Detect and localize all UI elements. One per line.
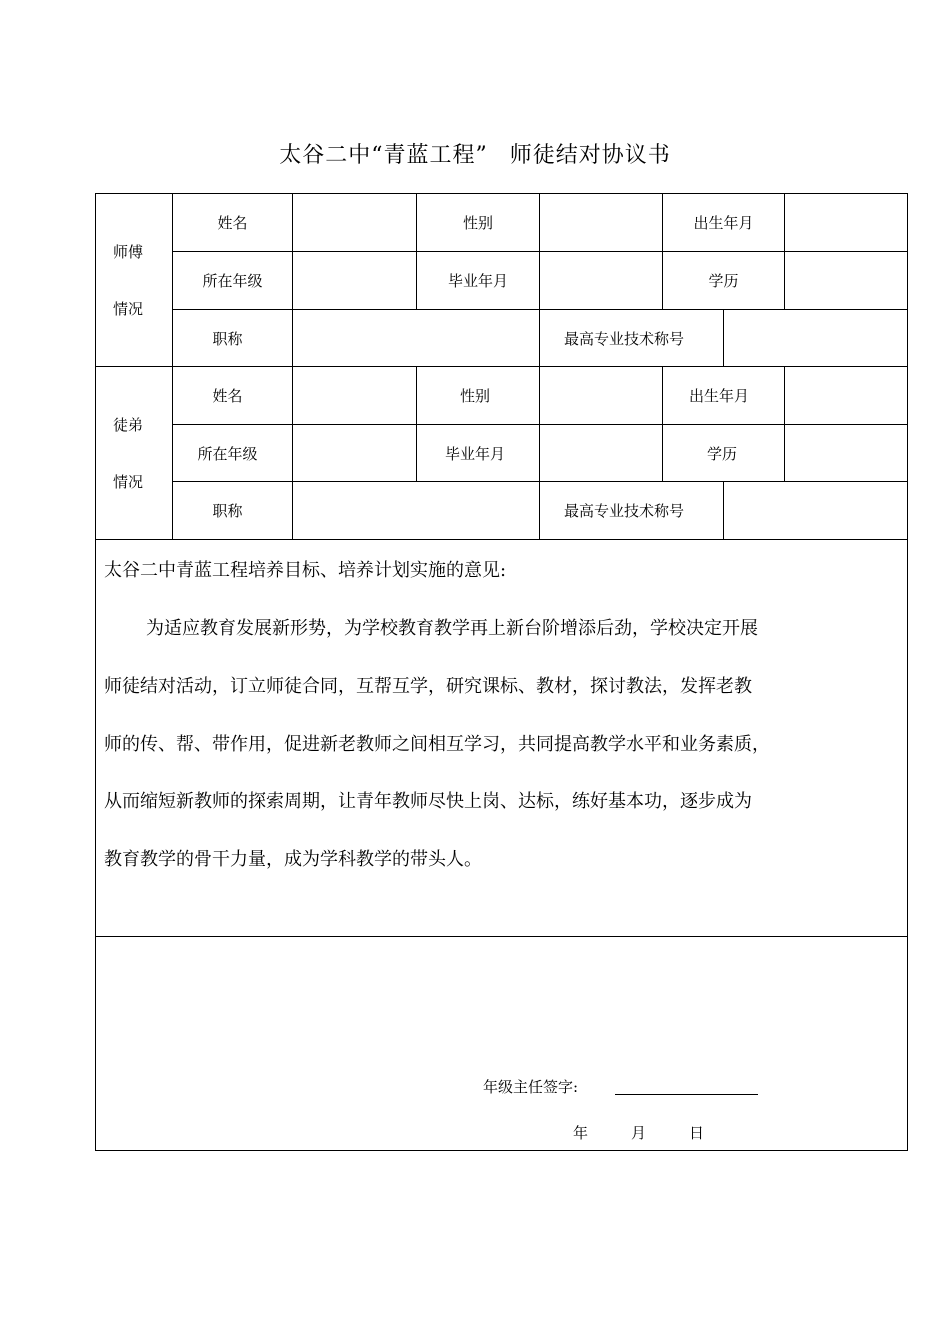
apprentice-highest-title-field[interactable]: [724, 482, 907, 539]
mentor-name-field[interactable]: [293, 194, 416, 251]
signature-line[interactable]: [615, 1094, 758, 1095]
mentor-title-label: 职称: [212, 329, 243, 348]
apprentice-highest-title-label: 最高专业技术称号: [563, 502, 684, 520]
apprentice-section-label-1: 徒弟: [112, 416, 143, 434]
mentor-graduation-field[interactable]: [540, 252, 662, 309]
mentor-section-label-2: 情况: [112, 300, 143, 318]
opinion-line: 师徒结对活动，订立师徒合同，互帮互学，研究课标、教材，探讨教法，发挥老教: [104, 676, 752, 697]
document-title: [0, 138, 950, 169]
apprentice-grade-label: 所在年级: [197, 444, 258, 463]
date-month-label: 月: [631, 1124, 647, 1142]
mentor-education-label: 学历: [708, 272, 739, 290]
title-part-1: 太谷二中“青蓝工程”: [279, 143, 488, 168]
mentor-graduation-label: 毕业年月: [447, 272, 508, 290]
mentor-name-label: 姓名: [217, 214, 248, 232]
apprentice-birth-label: 出生年月: [688, 387, 749, 405]
apprentice-birth-field[interactable]: [785, 367, 907, 424]
apprentice-grade-field[interactable]: [293, 425, 416, 481]
apprentice-gender-label: 性别: [459, 387, 490, 405]
apprentice-name-field[interactable]: [293, 367, 416, 424]
table-border-left: [95, 193, 96, 1151]
apprentice-gender-field[interactable]: [540, 367, 662, 424]
mentor-section-label-1: 师傅: [112, 243, 143, 261]
opinion-line: 教育教学的骨干力量，成为学科教学的带头人。: [104, 849, 482, 870]
signature-label: 年级主任签字:: [483, 1078, 579, 1096]
apprentice-title-label: 职称: [212, 502, 243, 520]
table-border-right: [907, 193, 908, 1151]
mentor-gender-label: 性别: [462, 214, 493, 232]
mentor-grade-label: 所在年级: [202, 272, 263, 290]
table-border-bottom: [95, 1150, 908, 1151]
opinion-heading: 太谷二中青蓝工程培养目标、培养计划实施的意见:: [104, 560, 507, 581]
section-divider: [95, 539, 908, 540]
mentor-title-field[interactable]: [293, 310, 539, 366]
mentor-gender-field[interactable]: [540, 194, 662, 251]
apprentice-education-field[interactable]: [785, 425, 907, 481]
apprentice-graduation-field[interactable]: [540, 425, 662, 481]
mentor-birth-field[interactable]: [785, 194, 907, 251]
section-divider: [95, 936, 908, 937]
apprentice-section-label-2: 情况: [112, 473, 143, 491]
apprentice-name-label: 姓名: [212, 387, 243, 405]
opinion-line: 师的传、帮、带作用，促进新老教师之间相互学习，共同提高教学水平和业务素质，: [104, 734, 770, 755]
apprentice-title-field[interactable]: [293, 482, 539, 539]
opinion-line: 为适应教育发展新形势，为学校教育教学再上新台阶增添后劲，学校决定开展: [146, 618, 758, 639]
opinion-line: 从而缩短新教师的探索周期，让青年教师尽快上岗、达标，练好基本功，逐步成为: [104, 791, 752, 812]
mentor-birth-label: 出生年月: [693, 214, 754, 232]
mentor-education-field[interactable]: [785, 252, 907, 309]
date-day-label: 日: [689, 1124, 705, 1142]
mentor-highest-title-label: 最高专业技术称号: [563, 329, 684, 348]
date-year-label: 年: [573, 1124, 589, 1142]
mentor-highest-title-field[interactable]: [724, 310, 907, 366]
apprentice-education-label: 学历: [706, 444, 737, 463]
mentor-grade-field[interactable]: [293, 252, 416, 309]
apprentice-graduation-label: 毕业年月: [444, 444, 505, 463]
title-part-2: 师徒结对协议书: [509, 143, 671, 168]
